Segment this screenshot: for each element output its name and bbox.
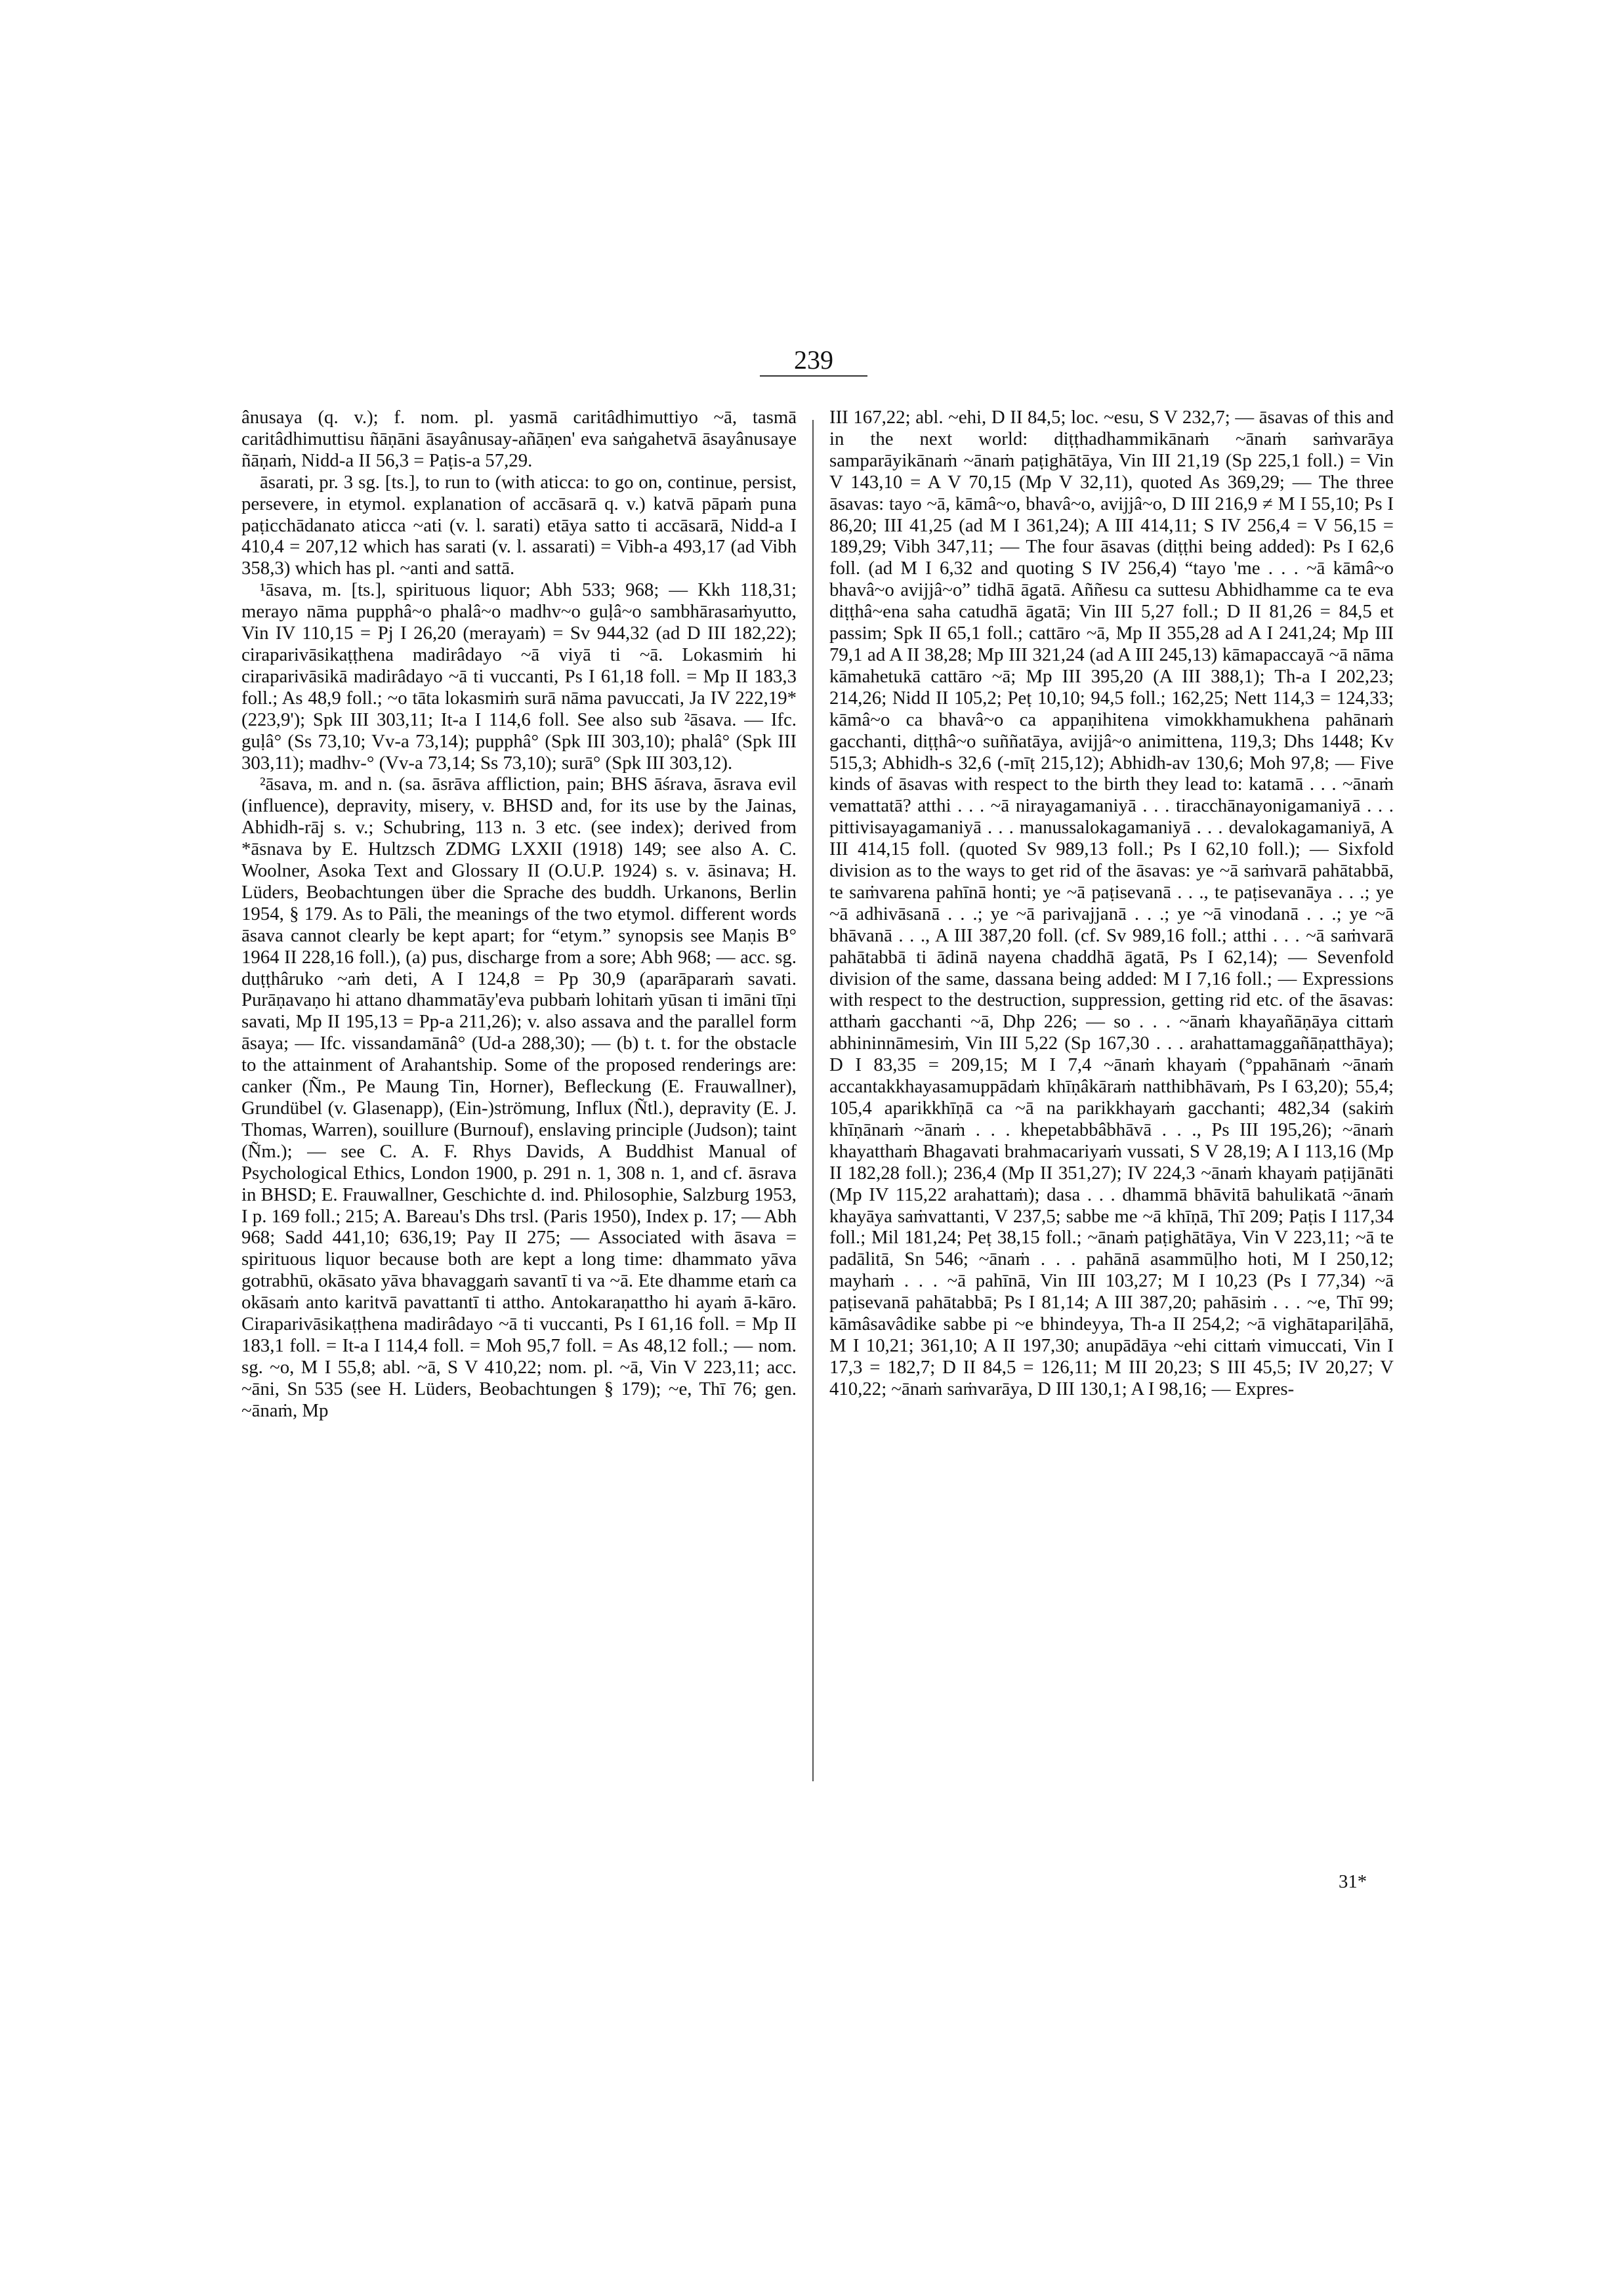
page-number: 239 [794, 345, 833, 375]
column-divider [812, 420, 814, 1781]
entry-asava-2-continuation: III 167,22; abl. ~ehi, D II 84,5; loc. ~esu, S V 232,7; — āsavas of this and in the next world: diṭṭhadhammikānaṁ ~ānaṁ saṁvarāya samparāyikānaṁ ~ānaṁ paṭighātāya, Vin III 21,19 (Sp 225,1 foll.) = Vin V 143,10 = A V 70,15 (Mp V 32,11), quoted As 369,29; — The three āsavas: tayo ~ā, kāmâ~o, bhavâ~o, avijjâ~o, D III 216,9 ≠ M I 55,10; Ps I 86,20; III 41,25 (ad M I 361,24); A III 414,11; S IV 256,4 = V 56,15 = 189,29; Vibh 347,11; — The four āsavas (diṭṭhi being added): Ps I 62,6 foll. (ad M I 6,32 and quoting S IV 256,4) “tayo 'me . . . ~ā kāmâ~o bhavâ~o avijjâ~o” tidhā āgatā. Aññesu ca suttesu Abhidhamme ca te eva diṭṭhâ~ena saha catudhā āgatā; Vin III 5,27 foll.; D II 81,26 = 84,5 et passim; Spk II 65,1 foll.; cattāro ~ā, Mp II 355,28 ad A I 241,24; Mp III 79,1 ad A II 38,28; Mp III 321,24 (ad A III 245,13) kāmapaccayā ~ā nāma kāmahetukā cattāro ~ā; Mp III 395,20 (A III 388,1); Th-a I 202,23; 214,26; Nidd II 105,2; Peṭ 10,10; 94,5 foll.; 162,25; Nett 114,3 = 124,33; kāmâ~o ca bhavâ~o ca appaṇihitena vimokkhamukhena pahānaṁ gacchanti, diṭṭhâ~o suññatāya, avijjâ~o animittena, 119,3; Dhs 1448; Kv 515,3; Abhidh-s 32,6 (-mīṭ 215,12); Abhidh-av 130,6; Moh 97,8; — Five kinds of āsavas with respect to the birth they lead to: katamā . . . ~ānaṁ vemattatā? atthi . . . ~ā nirayagamaniyā . . . tiracchānayonigamaniyā . . . pittivisayagamaniyā . . . manussalokagamaniyā . . . devalokagamaniyā, A III 414,15 foll. (quoted Sv 989,13 foll.; Ps I 62,10 foll.); — Sixfold division as to the ways to get rid of the āsavas: ye ~ā saṁvarā pahātabbā, te saṁvarena pahīnā honti; ye ~ā paṭisevanā . . ., te paṭisevanāya . . .; ye ~ā adhivāsanā . . .; ye ~ā parivajjanā . . .; ye ~ā vinodanā . . .; ye ~ā bhāvanā . . ., A III 387,20 foll. (cf. Sv 989,16 foll.; atthi . . . ~ā saṁvarā pahātabbā ti ādinā nayena chaddhā āgatā, Ps I 62,14); — Sevenfold division of the same, dassana being added: M I 7,16 foll.; — Expressions with respect to the destruction, suppression, getting rid etc. of the āsavas: atthaṁ gacchanti ~ā, Dhp 226; — so . . . ~ānaṁ khayañāṇāya cittaṁ abhininnāmesiṁ, Vin III 5,22 (Sp 167,30 . . . arahattamaggañāṇatthāya); D I 83,35 = 209,15; M I 7,4 ~ānaṁ khayaṁ (°ppahānaṁ ~ānaṁ accantakkhayasamuppādaṁ khīṇâkāraṁ natthibhāvaṁ, Ps I 63,20); 55,4; 105,4 aparikkhīṇā ca ~ā na parikkhayaṁ gacchanti; 482,34 (sakiṁ khīṇānaṁ ~ānaṁ . . . khepetabbâbhāvā . . ., Ps III 195,26); ~ānaṁ khayatthaṁ Bhagavati brahmacariyaṁ vussati, S V 28,19; A I 113,16 (Mp II 182,28 foll.); 236,4 (Mp II 351,27); IV 224,3 ~ānaṁ khayaṁ paṭijānāti (Mp IV 115,22 arahattaṁ); dasa . . . dhammā bhāvitā bahulikatā ~ānaṁ khayāya saṁvattanti, V 237,5; sabbe me ~ā khīṇā, Thī 209; Paṭis I 117,34 foll.; Mil 181,24; Peṭ 38,15 foll.; ~ānaṁ paṭighātāya, Vin V 223,11; ~ā te padālitā, Sn 546; ~ānaṁ . . . pahānā asammūḷho hoti, M I 250,12; mayhaṁ . . . ~ā pahīnā, Vin III 103,27; M I 10,23 (Ps I 77,34) ~ā paṭisevanā pahātabbā; Ps I 81,14; A III 387,20; pahāsiṁ . . . ~e, Thī 99; kāmâsavâdike sabbe pi ~e bhindeyya, Th-a II 254,2; ~ā vighātapariḷāhā, M I 10,21; 361,10; A II 197,30; anupādāya ~ehi cittaṁ vimuccati, Vin I 17,3 = 182,7; D II 84,5 = 126,11; M III 20,23; S III 45,5; IV 20,27; V 410,22; ~ānaṁ saṁvarāya, D III 130,1; A I 98,16; — Expres- [829, 407, 1394, 1399]
signature-mark: 31* [1339, 1871, 1367, 1892]
page-number-rule [760, 375, 867, 377]
entry-asarati: āsarati, pr. 3 sg. [ts.], to run to (with aticca: to go on, continue, persist, persevere, in etymol. explanation of accāsarā q. v.) katvā pāpaṁ puna paṭicchādanato aticca ~ati (v. l. sarati) etāya satto ti accāsarā, Nidd-a I 410,4 = 207,12 which has sarati (v. l. assarati) = Vibh-a 493,17 (ad Vibh 358,3) which has pl. ~anti and sattā. [241, 471, 797, 579]
entry-asava-1: ¹āsava, m. [ts.], spirituous liquor; Abh 533; 968; — Kkh 118,31; merayo nāma pupphâ~o phalâ~o madhv~o guḷâ~o sambhārasaṁyutto, Vin IV 110,15 = Pj I 26,20 (merayaṁ) = Sv 944,32 (ad D III 182,22); ciraparivāsikaṭṭhena madirâdayo ~ā viyā ti ~ā. Lokasmiṁ hi ciraparivāsikā madirâdayo ~ā ti vuccanti, Ps I 61,18 foll. = Mp II 183,3 foll.; As 48,9 foll.; ~o tāta lokasmiṁ surā nāma pavuccati, Ja IV 222,19* (223,9'); Spk III 303,11; It-a I 114,6 foll. See also sub ²āsava. — Ifc. guḷâ° (Ss 73,10; Vv-a 73,14); pupphâ° (Spk III 303,10); phalâ° (Spk III 303,11); madhv-° (Vv-a 73,14; Ss 73,10); surā° (Spk III 303,12). [241, 579, 797, 774]
entry-anusaya-continuation: ânusaya (q. v.); f. nom. pl. yasmā caritâdhimuttiyo ~ā, tasmā caritâdhimuttisu ñāṇāni āsayânusay-añāṇen' eva saṅgahetvā āsayânusaye ñāṇaṁ, Nidd-a II 56,3 = Paṭis-a 57,29. [241, 407, 797, 471]
left-column [241, 407, 797, 1890]
entry-asava-2: ²āsava, m. and n. (sa. āsrāva affliction, pain; BHS āśrava, āsrava evil (influence), depravity, misery, v. BHSD and, for its use by the Jainas, Abhidh-rāj s. v.; Schubring, 113 n. 3 etc. (see index); derived from *āsnava by E. Hultzsch ZDMG LXXII (1918) 149; see also A. C. Woolner, Asoka Text and Glossary II (O.U.P. 1924) s. v. āsinava; H. Lüders, Beobachtungen über die Sprache des buddh. Urkanons, Berlin 1954, § 179. As to Pāli, the meanings of the two etymol. different words āsava cannot clearly be kept apart; for “etym.” synopsis see Maṇis B° 1964 II 228,16 foll.), (a) pus, discharge from a sore; Abh 968; — acc. sg. duṭṭhâruko ~aṁ deti, A I 124,8 = Pp 30,9 (aparāparaṁ savati. Purāṇavaṇo hi attano dhammatāy'eva pubbaṁ lohitaṁ yūsan ti imāni tīṇi savati, Mp II 195,13 = Pp-a 211,26); v. also assava and the parallel form āsaya; — Ifc. vissandamānâ° (Ud-a 288,30); — (b) t. t. for the obstacle to the attainment of Arahantship. Some of the proposed renderings are: canker (Ñm., Pe Maung Tin, Horner), Befleckung (E. Frauwallner), Grundübel (v. Glasenapp), (Ein-)strömung, Influx (Ñtl.), depravity (E. J. Thomas, Warren), souillure (Burnouf), enslaving principle (Judson); taint (Ñm.); — see C. A. F. Rhys Davids, A Buddhist Manual of Psychological Ethics, London 1900, p. 291 n. 1, 308 n. 1, and cf. āsrava in BHSD; E. Frauwallner, Geschichte d. ind. Philosophie, Salzburg 1953, I p. 169 foll.; 215; A. Bareau's Dhs trsl. (Paris 1950), Index p. 17; — Abh 968; Sadd 441,10; 636,19; Pay II 275; — Associated with āsava = spirituous liquor because both are kept a long time: dhammato yāva gotrabhū, okāsato yāva bhavaggaṁ savantī ti va ~ā. Ete dhamme etaṁ ca okāsaṁ anto karitvā pavattantī ti attho. Antokaraṇattho hi ayaṁ ā-kāro. Ciraparivāsikaṭṭhena madirâdayo ~ā ti vuccanti, Ps I 61,16 foll. = Mp II 183,1 foll. = It-a I 114,4 foll. = Moh 95,7 foll. = As 48,12 foll.; — nom. sg. ~o, M I 55,8; abl. ~ā, S V 410,22; nom. pl. ~ā, Vin V 223,11; acc. ~āni, Sn 535 (see H. Lüders, Beobachtungen § 179); ~e, Thī 76; gen. ~ānaṁ, Mp [241, 774, 797, 1421]
right-column [829, 407, 1394, 1890]
